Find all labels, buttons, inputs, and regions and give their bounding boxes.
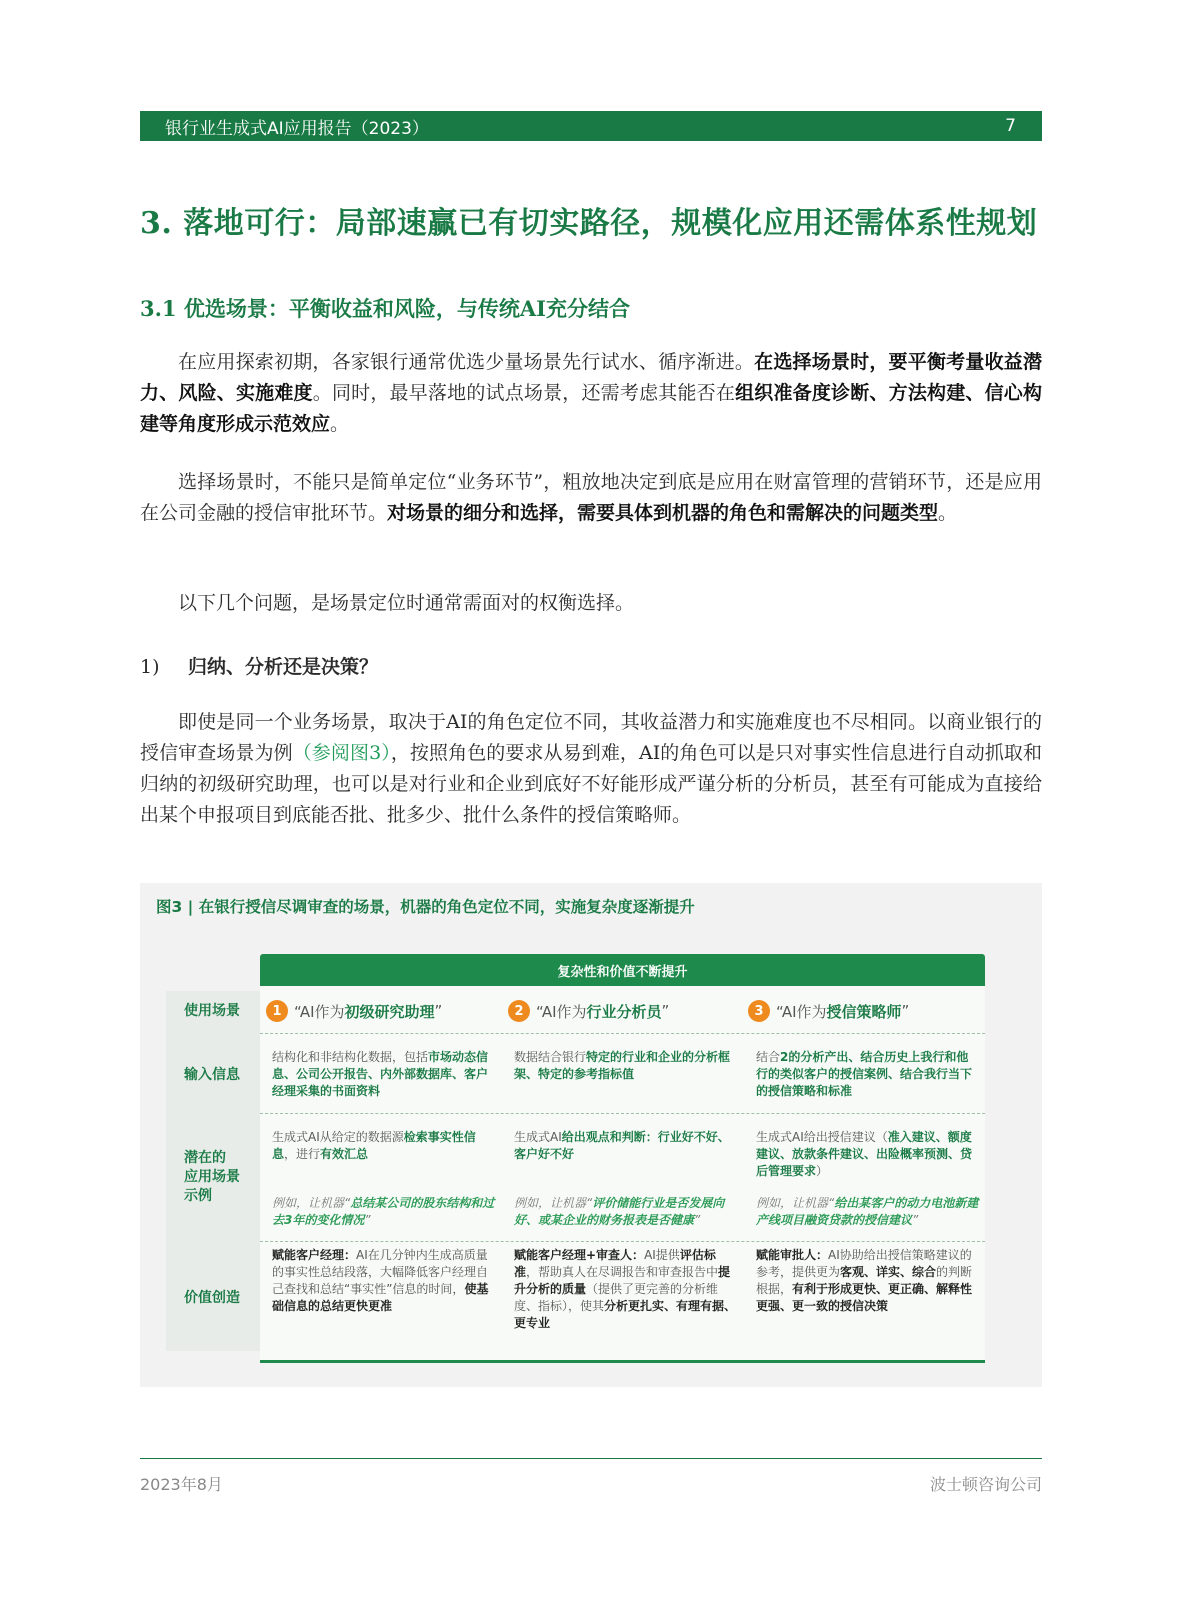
role-prefix: “AI作为 (294, 1002, 345, 1021)
cell-text: 的判断根据， (756, 1265, 973, 1296)
cell-text: ，帮助真人在尽调报告和审查报告中 (526, 1265, 719, 1279)
input-cell (756, 1049, 980, 1100)
role-suffix: ” (434, 1002, 443, 1020)
paragraph-2-text-a: 选择场景时，不能只是简单定位“业务环节”，粗放地决定到底是应用在财富管理的营销环节，还是应用在公司金融的授信审批环节。 (140, 471, 1042, 524)
example-prefix: 例如，让机器“ (514, 1196, 593, 1210)
role-name: 授信策略师 (826, 1002, 902, 1021)
cell-text: 生成式AI (514, 1130, 562, 1144)
paragraph-2 (140, 467, 1042, 529)
role-industry-analyst (508, 1000, 669, 1022)
divider (260, 1113, 985, 1114)
step-badge: 1 (266, 1000, 288, 1022)
section-heading: 3. 落地可行：局部速赢已有切实路径，规模化应用还需体系性规划 (140, 206, 1038, 241)
role-name: 行业分析员 (586, 1002, 662, 1021)
value-cell (272, 1247, 496, 1315)
paragraph-2-text-b: 。 (938, 502, 958, 524)
input-cell (514, 1049, 738, 1083)
figure-title: 图3 | 在银行授信尽调审查的场景，机器的角色定位不同，实施复杂度逐渐提升 (156, 898, 695, 916)
cell-highlight: 分析更扎实、有理有据、更专业 (514, 1299, 737, 1330)
value-lead: 赋能审批人： (756, 1248, 829, 1262)
cell-highlight: 提升分析的质量 (514, 1265, 731, 1296)
cell-text: AI协助给出授信策略建议的参考，提供更为 (756, 1248, 972, 1279)
example-cell (514, 1195, 738, 1229)
cell-highlight: 特定的行业和企业的分析框架、特定的参考指标值 (514, 1050, 731, 1081)
cell-text: 数据结合银行 (514, 1050, 587, 1064)
paragraph-4-text-b: ，按照角色的要求从易到难，AI的角色可以是只对事实性信息进行自动抓取和归纳的初级研究助理，也可以是对行业和企业到底好不好能形成严谨分析的分析员，甚至有可能成为直接给出某个申报项目到底能否批、批多少、批什么条件的授信策略师。 (140, 742, 1042, 826)
cell-text: 结合 (756, 1050, 781, 1064)
complexity-banner: 复杂性和价值不断提升 (260, 954, 985, 986)
value-cell (756, 1247, 980, 1315)
role-prefix: “AI作为 (536, 1002, 587, 1021)
paragraph-1-text-b: 。同时，最早落地的试点场景，还需考虑其能否在 (312, 382, 736, 404)
subsection-heading: 3.1 优选场景：平衡收益和风险，与传统AI充分结合 (140, 296, 630, 321)
paragraph-2-bold: 对场景的细分和选择，需要具体到机器的角色和需解决的问题类型 (387, 502, 939, 524)
cell-highlight: 使基础信息的总结更快更准 (272, 1282, 489, 1313)
role-name: 初级研究助理 (344, 1002, 435, 1021)
footer-company: 波士顿咨询公司 (929, 1475, 1042, 1494)
cell-text: ） (816, 1164, 829, 1178)
row-label-potential: 潜在的 应用场景 示例 (184, 1150, 240, 1204)
cell-highlight: 给出观点和判断：行业好不好、客户好不好 (514, 1130, 730, 1161)
list-heading (140, 652, 378, 679)
cell-text: ，进行 (284, 1147, 321, 1161)
input-cell (272, 1049, 496, 1100)
divider (260, 1033, 985, 1034)
example-text: 总结某公司的股东结构和过去3年的变化情况 (272, 1196, 495, 1227)
paragraph-4 (140, 707, 1042, 831)
figure-reference-link[interactable]: （参阅图3） (292, 742, 391, 764)
example-prefix: 例如，让机器“ (756, 1196, 835, 1210)
row-label-scene: 使用场景 (184, 1003, 240, 1019)
row-label-input: 输入信息 (184, 1067, 240, 1083)
footer-divider (140, 1458, 1042, 1459)
paragraph-1-text-a: 在应用探索初期，各家银行通常优选少量场景先行试水、循序渐进。 (178, 351, 755, 373)
potential-cell (756, 1129, 980, 1180)
paragraph-1-bold-a: 在选择场景时，要平衡考量收益潜力、风险、实施难度 (140, 351, 1042, 404)
figure-3 (140, 883, 1042, 1387)
cell-highlight: 有利于形成更快、更正确、解释性更强、更一致的授信决策 (756, 1282, 973, 1313)
list-number: 1) (140, 656, 160, 678)
paragraph-3: 以下几个问题，是场景定位时通常需面对的权衡选择。 (178, 592, 635, 614)
paragraph-1 (140, 347, 1042, 440)
example-suffix: ” (364, 1213, 371, 1227)
cell-highlight: 有效汇总 (320, 1147, 369, 1161)
cell-highlight: 2的分析产出、结合历史上我行和他行的类似客户的授信案例、结合我行当下的授信策略和标准 (756, 1050, 973, 1098)
cell-text: 结构化和非结构化数据，包括 (272, 1050, 429, 1064)
page-number: 7 (1005, 116, 1016, 136)
row-label-value: 价值创造 (184, 1290, 240, 1306)
role-research-assistant (266, 1000, 442, 1022)
value-lead: 赋能客户经理： (272, 1248, 357, 1262)
example-text: 评价储能行业是否发展向好、或某企业的财务报表是否健康 (514, 1196, 725, 1227)
list-title: 归纳、分析还是决策？ (188, 656, 379, 678)
cell-highlight: 客观、详实、综合 (840, 1265, 937, 1279)
cell-text: AI在几分钟内生成高质量的事实性总结段落，大幅降低客户经理自己查找和总结“事实性”信息的时间， (272, 1248, 489, 1296)
example-suffix: ” (912, 1213, 919, 1227)
example-suffix: ” (694, 1213, 701, 1227)
cell-highlight: 评估标准 (514, 1248, 716, 1279)
cell-highlight: 准入建议、额度建议、放款条件建议、出险概率预测、贷后管理要求 (756, 1130, 973, 1178)
role-prefix: “AI作为 (776, 1002, 827, 1021)
example-text: 给出某客户的动力电池新建产线项目融资贷款的授信建议 (756, 1196, 979, 1227)
role-credit-strategist (748, 1000, 909, 1022)
cell-highlight: 检索事实性信息 (272, 1130, 476, 1161)
step-badge: 2 (508, 1000, 530, 1022)
paragraph-1-text-c: 。 (330, 413, 350, 435)
divider (260, 1241, 985, 1242)
role-suffix: ” (901, 1002, 910, 1020)
footer-date: 2023年8月 (140, 1475, 223, 1494)
cell-text: 生成式AI从给定的数据源 (272, 1130, 404, 1144)
header-bar (140, 111, 1042, 141)
example-prefix: 例如，让机器“ (272, 1196, 351, 1210)
value-lead: 赋能客户经理+审查人： (514, 1248, 645, 1262)
cell-text: 生成式AI给出授信建议（ (756, 1130, 888, 1144)
step-badge: 3 (748, 1000, 770, 1022)
example-cell (272, 1195, 496, 1229)
cell-highlight: 市场动态信息、公司公开报告、内外部数据库、客户经理采集的书面资料 (272, 1050, 489, 1098)
role-suffix: ” (661, 1002, 670, 1020)
paragraph-4-text-a: 即使是同一个业务场景，取决于AI的角色定位不同，其收益潜力和实施难度也不尽相同。以商业银行的授信审查场景为例 (140, 711, 1042, 764)
value-cell (514, 1247, 738, 1332)
cell-text: AI提供 (644, 1248, 680, 1262)
paragraph-1-bold-b: 组织准备度诊断、方法构建、信心构建等角度形成示范效应 (140, 382, 1042, 435)
potential-cell (514, 1129, 738, 1163)
potential-cell (272, 1129, 496, 1163)
example-cell (756, 1195, 980, 1229)
cell-text: （提供了更完善的分析维度、指标），使其 (514, 1282, 719, 1313)
report-title: 银行业生成式AI应用报告（2023） (165, 118, 429, 139)
